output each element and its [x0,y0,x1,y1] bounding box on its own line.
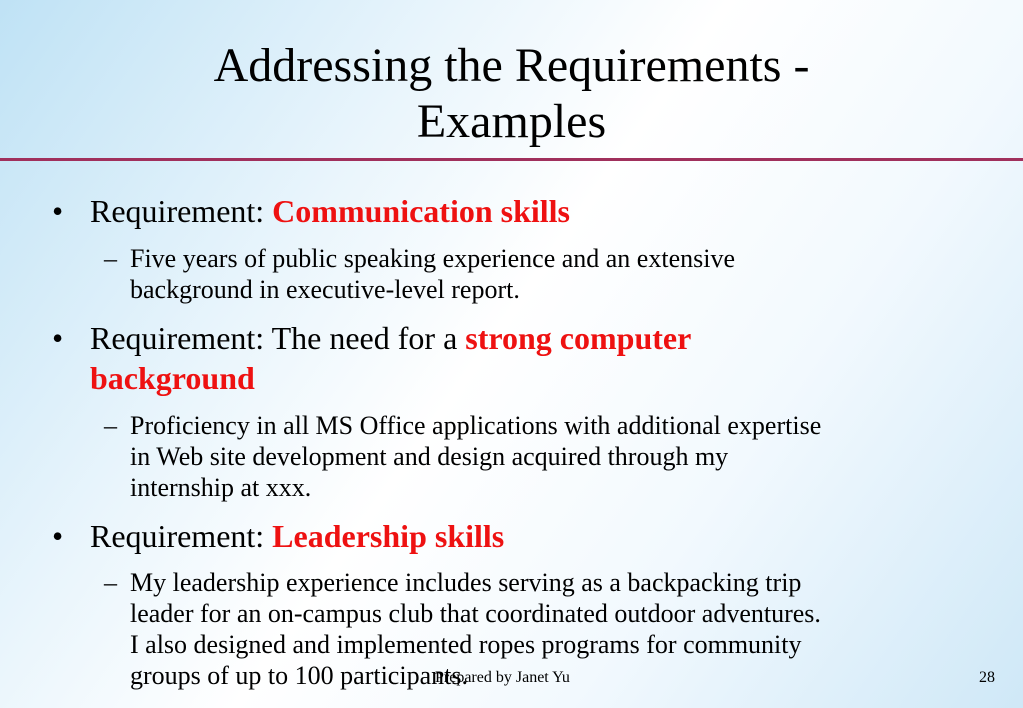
sub-bullet-line-3: I also designed and implemented ropes programs for community [130,630,802,659]
sub-bullet-line-2: in Web site development and design acquired through my [130,442,729,471]
bullet-prefix: Requirement: The need for a [90,320,466,356]
sub-bullet-line-1: Five years of public speaking experience and an extensive [130,244,735,273]
bullet-text [90,318,970,398]
sub-bullet-text [130,410,975,503]
sub-bullet-line-3: internship at xxx. [130,473,312,502]
slide-title-line-1: Addressing the Requirements - [213,39,810,92]
bullet-marker: • [52,320,64,356]
bullet-text [90,516,970,556]
sub-bullet-line-2: leader for an on-campus club that coordinated outdoor adventures. [130,599,821,628]
bullet-line-1 [90,318,970,358]
page-number: 28 [979,669,995,686]
slide-title-line-2: Examples [416,95,607,148]
bullet-line-2 [90,358,970,398]
bullet-emphasis: Leadership skills [272,518,505,554]
sub-bullet-marker: – [104,411,117,440]
sub-bullet-line-1: Proficiency in all MS Office applications with additional expertise [130,411,822,440]
bullet-emphasis: Communication skills [272,193,570,229]
bullet-marker: • [52,193,64,229]
sub-bullet-line-1: My leadership experience includes serving as a backpacking trip [130,568,802,597]
bullet-emphasis-line-2: background [90,360,255,396]
sub-bullet-marker: – [104,244,117,273]
sub-bullet-text [130,243,975,305]
bullet-prefix: Requirement: [90,193,273,229]
sub-bullet-line-2: background in executive-level report. [130,275,520,304]
bullet-marker: • [52,518,64,554]
sub-bullet-line-4: groups of up to 100 participants. [130,661,468,690]
bullet-prefix: Requirement: [90,518,273,554]
bullet-text [90,191,970,231]
footer-author: Prepared by Janet Yu [435,669,570,686]
bullet-emphasis-line-1: strong computer [465,320,692,356]
sub-bullet-marker: – [104,568,117,597]
